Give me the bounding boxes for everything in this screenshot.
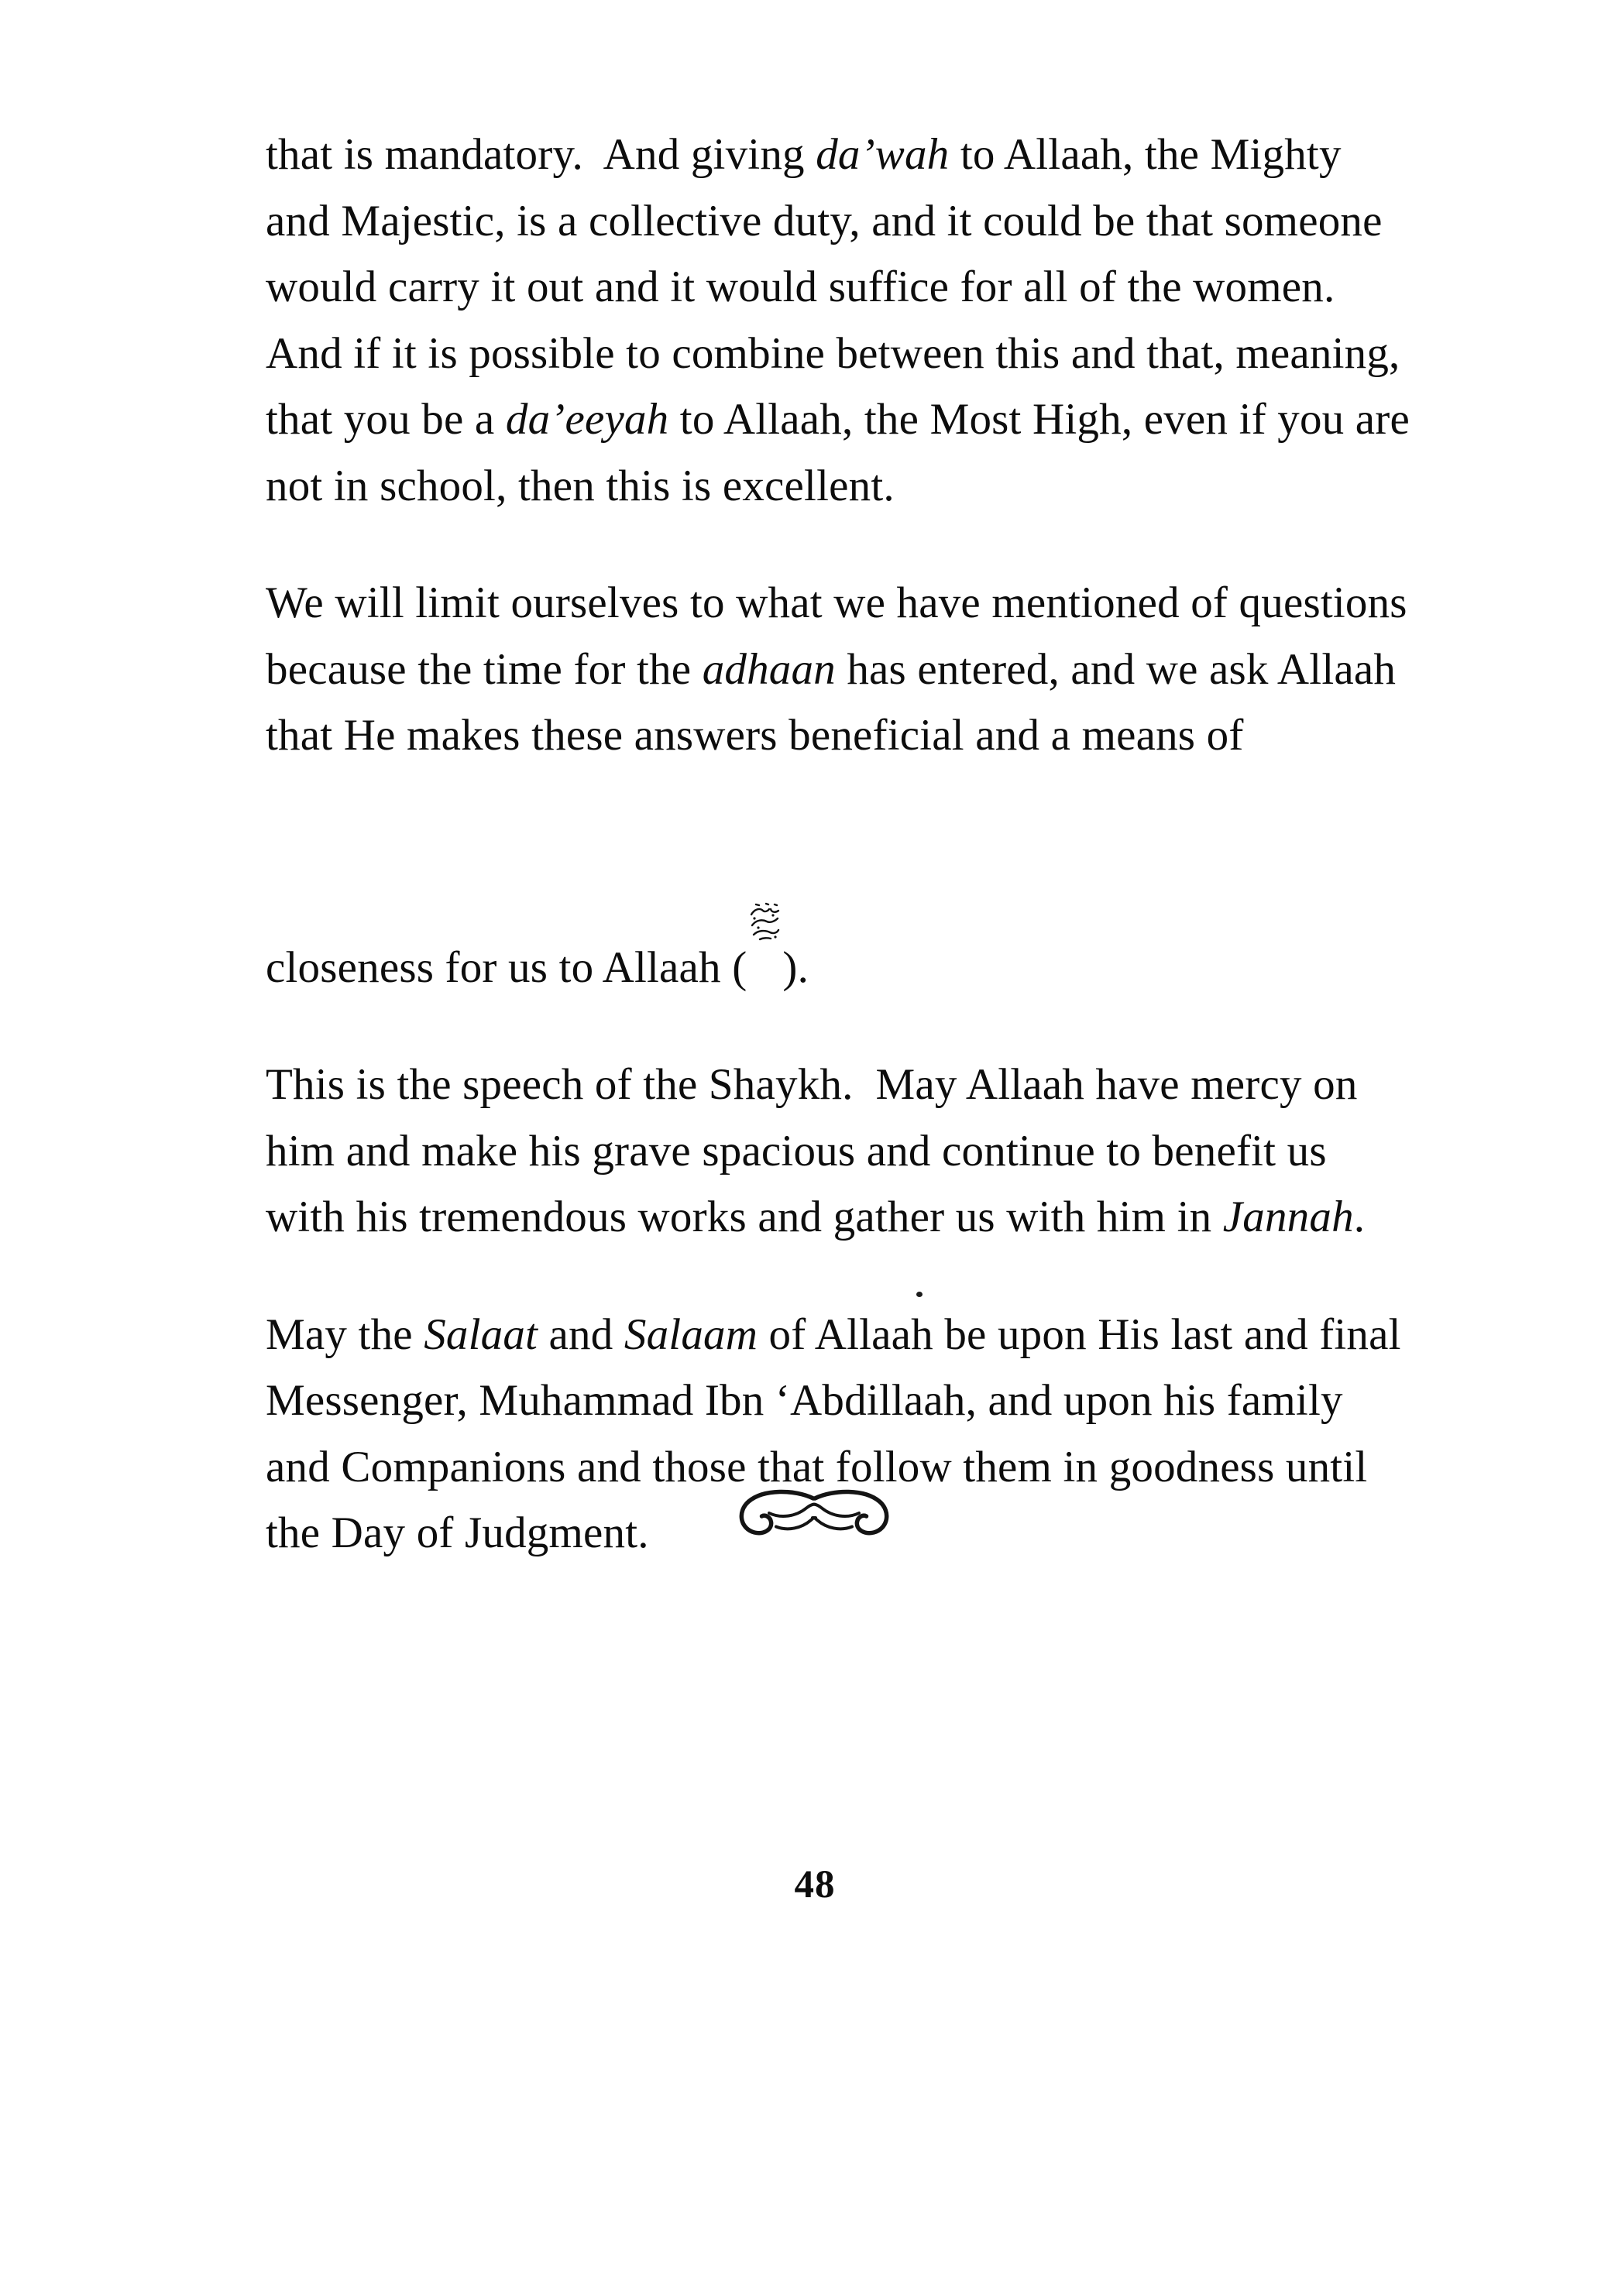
text-line: [266, 702, 1404, 769]
text-run: .: [1353, 1193, 1366, 1241]
text-line: [266, 1118, 1404, 1185]
text-run: the Day of Judgment.: [266, 1508, 649, 1557]
text-line: [266, 254, 1404, 321]
text-run: and Companions and those that follow them in goodness until: [266, 1442, 1368, 1491]
text-run: ).: [782, 942, 809, 992]
text-run: would carry it out and it would suffice for all of the women.: [266, 263, 1335, 311]
text-run: and Majestic, is a collective duty, and it could be that someone: [266, 196, 1383, 245]
flourish-divider-icon: [734, 1488, 894, 1538]
italic-term: da’eeyah: [505, 395, 669, 444]
text-run: that you be a: [266, 395, 506, 444]
paragraph: [266, 570, 1407, 1000]
text-run: and: [538, 1309, 624, 1359]
text-run: of Allaah be upon His last and final: [758, 1309, 1401, 1359]
text-run: with his tremendous works and gather us with him in: [266, 1193, 1223, 1241]
text-line: [266, 321, 1404, 387]
text-run: has entered, and we ask Allaah: [835, 644, 1397, 694]
text-run: to Allaah, the Most High, even if you are: [668, 395, 1410, 444]
text-run: And if it is possible to combine between this and that, meaning,: [266, 328, 1400, 378]
italic-term: adhaan: [702, 644, 836, 694]
text-line: [266, 453, 1404, 520]
text-line: [266, 122, 1404, 188]
text-run: May the: [266, 1309, 424, 1359]
text-line: [266, 769, 1404, 1001]
text-run: This is the speech of the Shaykh. May Allaah have mercy on: [266, 1060, 1358, 1109]
text-run: him and make his grave spacious and continue to benefit us: [266, 1126, 1327, 1175]
underdot-diacritic: [916, 1292, 923, 1297]
text-run: Messenger, Muhammad Ibn ‘Abdillaah, and upon his family: [266, 1376, 1343, 1425]
text-run: We will limit ourselves to what we have mentioned of questions: [266, 578, 1407, 627]
text-line: [266, 386, 1410, 453]
text-block: [266, 122, 1410, 1618]
italic-term: Salaam: [624, 1309, 758, 1359]
paragraph: [266, 1052, 1404, 1251]
text-run: to Allaah, the Mighty: [949, 130, 1342, 179]
text-line: [266, 1052, 1404, 1118]
italic-term: Salaat: [424, 1309, 538, 1359]
text-run: that He makes these answers beneficial and a means of: [266, 711, 1244, 760]
text-run: not in school, then this is excellent.: [266, 461, 895, 510]
text-line: [266, 1368, 1404, 1434]
subhanahu-wa-taala-icon: [747, 769, 782, 809]
italic-term: da’wah: [816, 130, 950, 179]
text-line: [266, 1184, 1404, 1251]
page-number-area: [0, 1863, 1608, 1906]
text-line: [266, 570, 1407, 637]
text-run: because the time for the: [266, 644, 703, 694]
paragraph: [266, 122, 1410, 519]
text-run: that is mandatory. And giving: [266, 130, 816, 179]
page-number: 48: [794, 1863, 836, 1906]
text-run: closeness for us to Allaah (: [266, 942, 747, 992]
text-line: [266, 637, 1404, 703]
text-line: [266, 188, 1404, 255]
text-line: [266, 1302, 1404, 1368]
italic-term: Jannah: [1222, 1193, 1354, 1241]
